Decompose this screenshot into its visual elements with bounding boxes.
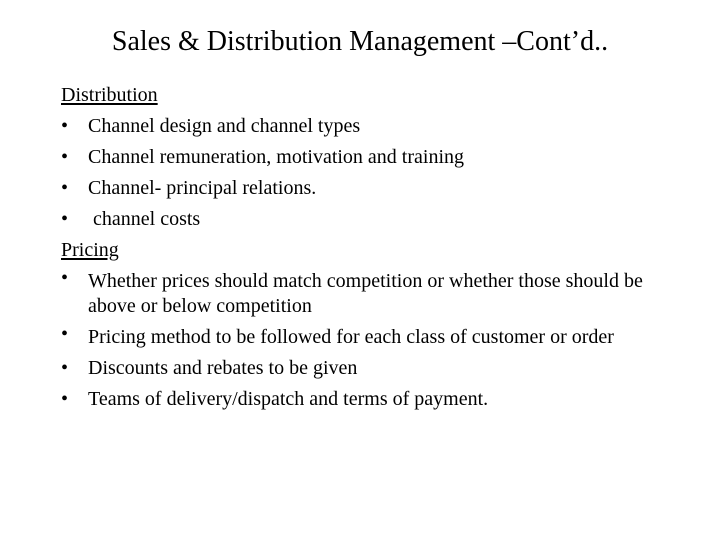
bullet-icon: • (61, 208, 69, 230)
list-item (61, 384, 657, 415)
slide-content (61, 80, 657, 415)
list-item-text: Channel design and channel types (88, 115, 361, 137)
bullet-icon: • (61, 177, 69, 199)
bullet-icon: • (61, 146, 69, 168)
list-item-text: channel costs (88, 208, 201, 230)
list-item-text: Discounts and rebates to be given (88, 357, 358, 379)
list-item-text: Channel remuneration, motivation and training (88, 146, 465, 168)
slide-title: Sales & Distribution Management –Cont’d.. (111, 26, 609, 57)
section-heading-distribution: Distribution (61, 84, 158, 106)
list-item (61, 204, 657, 235)
bullet-icon: • (61, 323, 69, 345)
distribution-bullet-list (61, 111, 657, 235)
list-item-text: Whether prices should match competition or whether those should be above or below competition (88, 270, 643, 317)
distribution-section (61, 80, 657, 235)
bullet-icon: • (61, 115, 69, 137)
bullet-icon: • (61, 267, 69, 289)
list-item-text: Pricing method to be followed for each class of customer or order (88, 326, 614, 348)
list-item (61, 142, 657, 173)
pricing-bullet-list (61, 266, 657, 415)
bullet-icon: • (61, 357, 69, 379)
list-item (61, 353, 657, 384)
pricing-section (61, 235, 657, 415)
list-item (61, 173, 657, 204)
section-heading-pricing: Pricing (61, 239, 119, 261)
list-item (61, 266, 657, 322)
list-item-text: Channel- principal relations. (88, 177, 317, 199)
list-item-text: Teams of delivery/dispatch and terms of payment. (88, 388, 489, 410)
list-item (61, 111, 657, 142)
bullet-icon: • (61, 388, 69, 410)
list-item (61, 322, 657, 353)
